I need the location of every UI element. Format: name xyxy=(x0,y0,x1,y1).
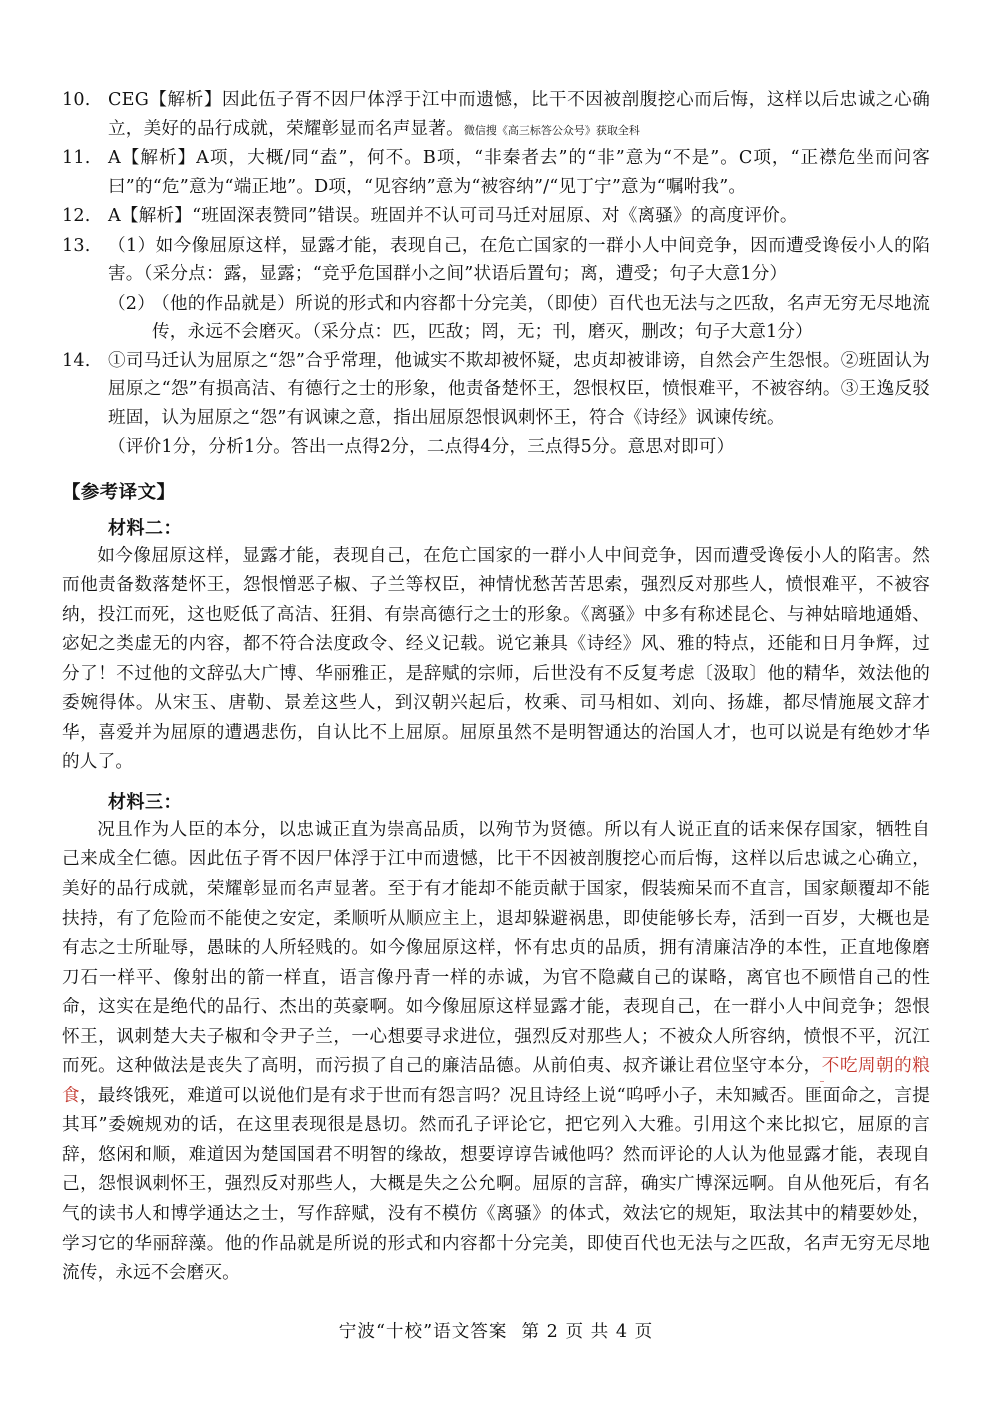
sub-text: 如今像屈原这样，显露才能，表现自己，在危亡国家的一群小人中间竞争，因而遭受谗佞小人的陷害。（采分点：露，显露；“竞乎危国群小之间”状语后置句；离，遭受；句子大意1分） xyxy=(108,235,930,284)
material-two-body: 如今像屈原这样，显露才能，表现自己，在危亡国家的一群小人中间竞争，因而遭受谗佞小人的陷害。然而他责备数落楚怀王，怨恨憎恶子椒、子兰等权臣，神情忧愁苦苦思索，强烈反对那些人，愤恨难平，不被容纳，投江而死，这也贬低了高洁、狂狷、有崇高德行之士的形象。《离骚》中多有称述昆仑、与神姑暗地通婚、宓妃之类虚无的内容，都不符合法度政令、经义记载。说它兼具《诗经》风、雅的特点，还能和日月争辉，过分了！不过他的文辞弘大广博、华丽雅正，是辞赋的宗师，后世没有不反复考虑〔汲取〕他的精华，效法他的委婉得体。从宋玉、唐勒、景差这些人，到汉朝兴起后，枚乘、司马相如、刘向、扬雄，都尽情施展文辞才华，喜爱并为屈原的遭遇悲伤，自认比不上屈原。屈原虽然不是明智通达的治国人才，也可以说是有绝妙才华的人了。 xyxy=(62,545,930,773)
answer-number: 10. xyxy=(62,90,91,110)
answer-item-10 xyxy=(62,86,930,143)
material-three-title: 材料三： xyxy=(108,791,182,813)
material-three-part-3: ，最终饿死，难道可以说他们是有求于世而有怨言吗？况且诗经上说“呜呼小子，未知臧否。匪面命之，言提其耳”委婉规劝的话，在这里表现很是恳切。然而孔子评论它，把它列入大雅。引用这个来比拟它，屈原的言辞，悠闲和顺，难道因为楚国国君不明智的缘故，想要谆谆告诫他吗？然而评论的人认为他显露才能，表现自己，怨恨讽刺怀王，强烈反对那些人，大概是失之公允啊。屈原的言辞，确实广博深远啊。自从他死后，有名气的读书人和博学通达之士，写作辞赋，没有不模仿《离骚》的体式，效法它的规矩，取法其中的精要妙处，学习它的华丽辞藻。他的作品就是所说的形式和内容都十分完美，即使百代也无法与之匹敌，名声无穷无尽地流传，永远不会磨灭。 xyxy=(62,1085,931,1284)
answer-text: A【解析】“班固深表赞同”错误。班固并不认可司马迁对屈原、对《离骚》的高度评价。 xyxy=(108,206,798,226)
highlighted-phrase: 不吃周朝的粮食 xyxy=(62,1056,931,1106)
answer-item-14 xyxy=(62,347,930,433)
answer-number: 12. xyxy=(62,206,91,226)
reference-translation-heading: 【参考译文】 xyxy=(62,481,176,503)
answer-14-scoring: （评价1分，分析1分。答出一点得2分，二点得4分，三点得5分。意思对即可） xyxy=(108,437,735,457)
sub-label: （2） xyxy=(108,293,155,314)
answer-list xyxy=(62,86,930,231)
answer-text: CEG【解析】因此伍子胥不因尸体浮于江中而遗憾，比干不因被剖腹挖心而后悔，这样以后忠诚之心确立，美好的品行成就，荣耀彰显而名声显著。微信搜《高三标答公众号》获取全科 xyxy=(108,90,930,139)
answer-item-13 xyxy=(62,232,930,289)
answer-number: 14. xyxy=(62,350,91,371)
answer-number: 11. xyxy=(62,148,91,168)
material-three-body xyxy=(62,816,930,1289)
material-two-title: 材料二： xyxy=(108,517,182,539)
watermark-note: 微信搜《高三标答公众号》获取全科 xyxy=(463,123,640,137)
page-footer xyxy=(0,1318,992,1343)
sub-label: （1） xyxy=(108,235,156,256)
answer-number: 13. xyxy=(62,235,91,256)
answer-text: A【解析】A项，大概/同“盍”，何不。B项，“非秦者去”的“非”意为“不是”。C项，“正襟危坐而问客曰”的“危”意为“端正地”。D项，“见容纳”意为“被容纳”/“见丁宁”意为“嘱咐我”。 xyxy=(108,148,930,197)
answer-text: ①司马迁认为屈原之“怨”合乎常理，他诚实不欺却被怀疑，忠贞却被诽谤，自然会产生怨恨。②班固认为屈原之“怨”有损高洁、有德行之士的形象，他责备楚怀王，怨恨权臣，愤恨难平，不被容纳。③王逸反驳班固，认为屈原之“怨”有讽谏之意，指出屈原怨恨讽刺怀王，符合《诗经》讽谏传统。 xyxy=(108,350,930,428)
answer-item-12 xyxy=(62,202,930,231)
answer-sub-13-2 xyxy=(108,290,930,347)
answer-item-11 xyxy=(62,144,930,201)
footer-exam-name: 宁波“十校”语文答案 xyxy=(338,1322,508,1342)
sub-text: （他的作品就是）所说的形式和内容都十分完美，（即使）百代也无法与之匹敌，名声无穷无尽地流传，永远不会磨灭。（采分点：匹，匹敌；罔，无；刊，磨灭，删改；句子大意1分） xyxy=(152,293,930,342)
answer-sub-13-1 xyxy=(108,232,930,289)
material-three-part-1: 况且作为人臣的本分，以忠诚正直为崇高品质，以殉节为贤德。所以有人说正直的话来保存国家，牺牲自己来成全仁德。因此伍子胥不因尸体浮于江中而遗憾，比干不因被剖腹挖心而后悔，这样以后忠诚之心确立，美好的品行成就，荣耀彰显而名声显著。至于有才能却不能贡献于国家，假装痴呆而不直言，国家颠覆却不能扶持，有了危险而不能使之安定，柔顺听从顺应主上，退却躲避祸患，即使能够长寿，活到一百岁，大概也是有志之士所耻辱，愚昧的人所轻贱的。如今像屈原这样，怀有忠贞的品质，拥有清廉洁净的本性，正直地像磨刀石一样平、像射出的箭一样直，语言像丹青一样的赤诚，为官不隐藏自己的谋略，离官也不顾惜自己的性命，这实在是绝代的品行、杰出的英豪啊。如今像屈原这样显露才能，表现自己，在一群小人中间竞争；怨恨怀王，讽刺楚大夫子椒和令尹子兰，一心想要寻求进位，强烈反对那些人；不被众人所容纳，愤恨不平，沉江而死。这种做法是丧失了高明，而污损了自己的廉洁品德。从前伯夷、叔齐谦让君位坚守本分， xyxy=(62,819,930,1077)
footer-page-number: 第 2 页 共 4 页 xyxy=(521,1322,654,1342)
